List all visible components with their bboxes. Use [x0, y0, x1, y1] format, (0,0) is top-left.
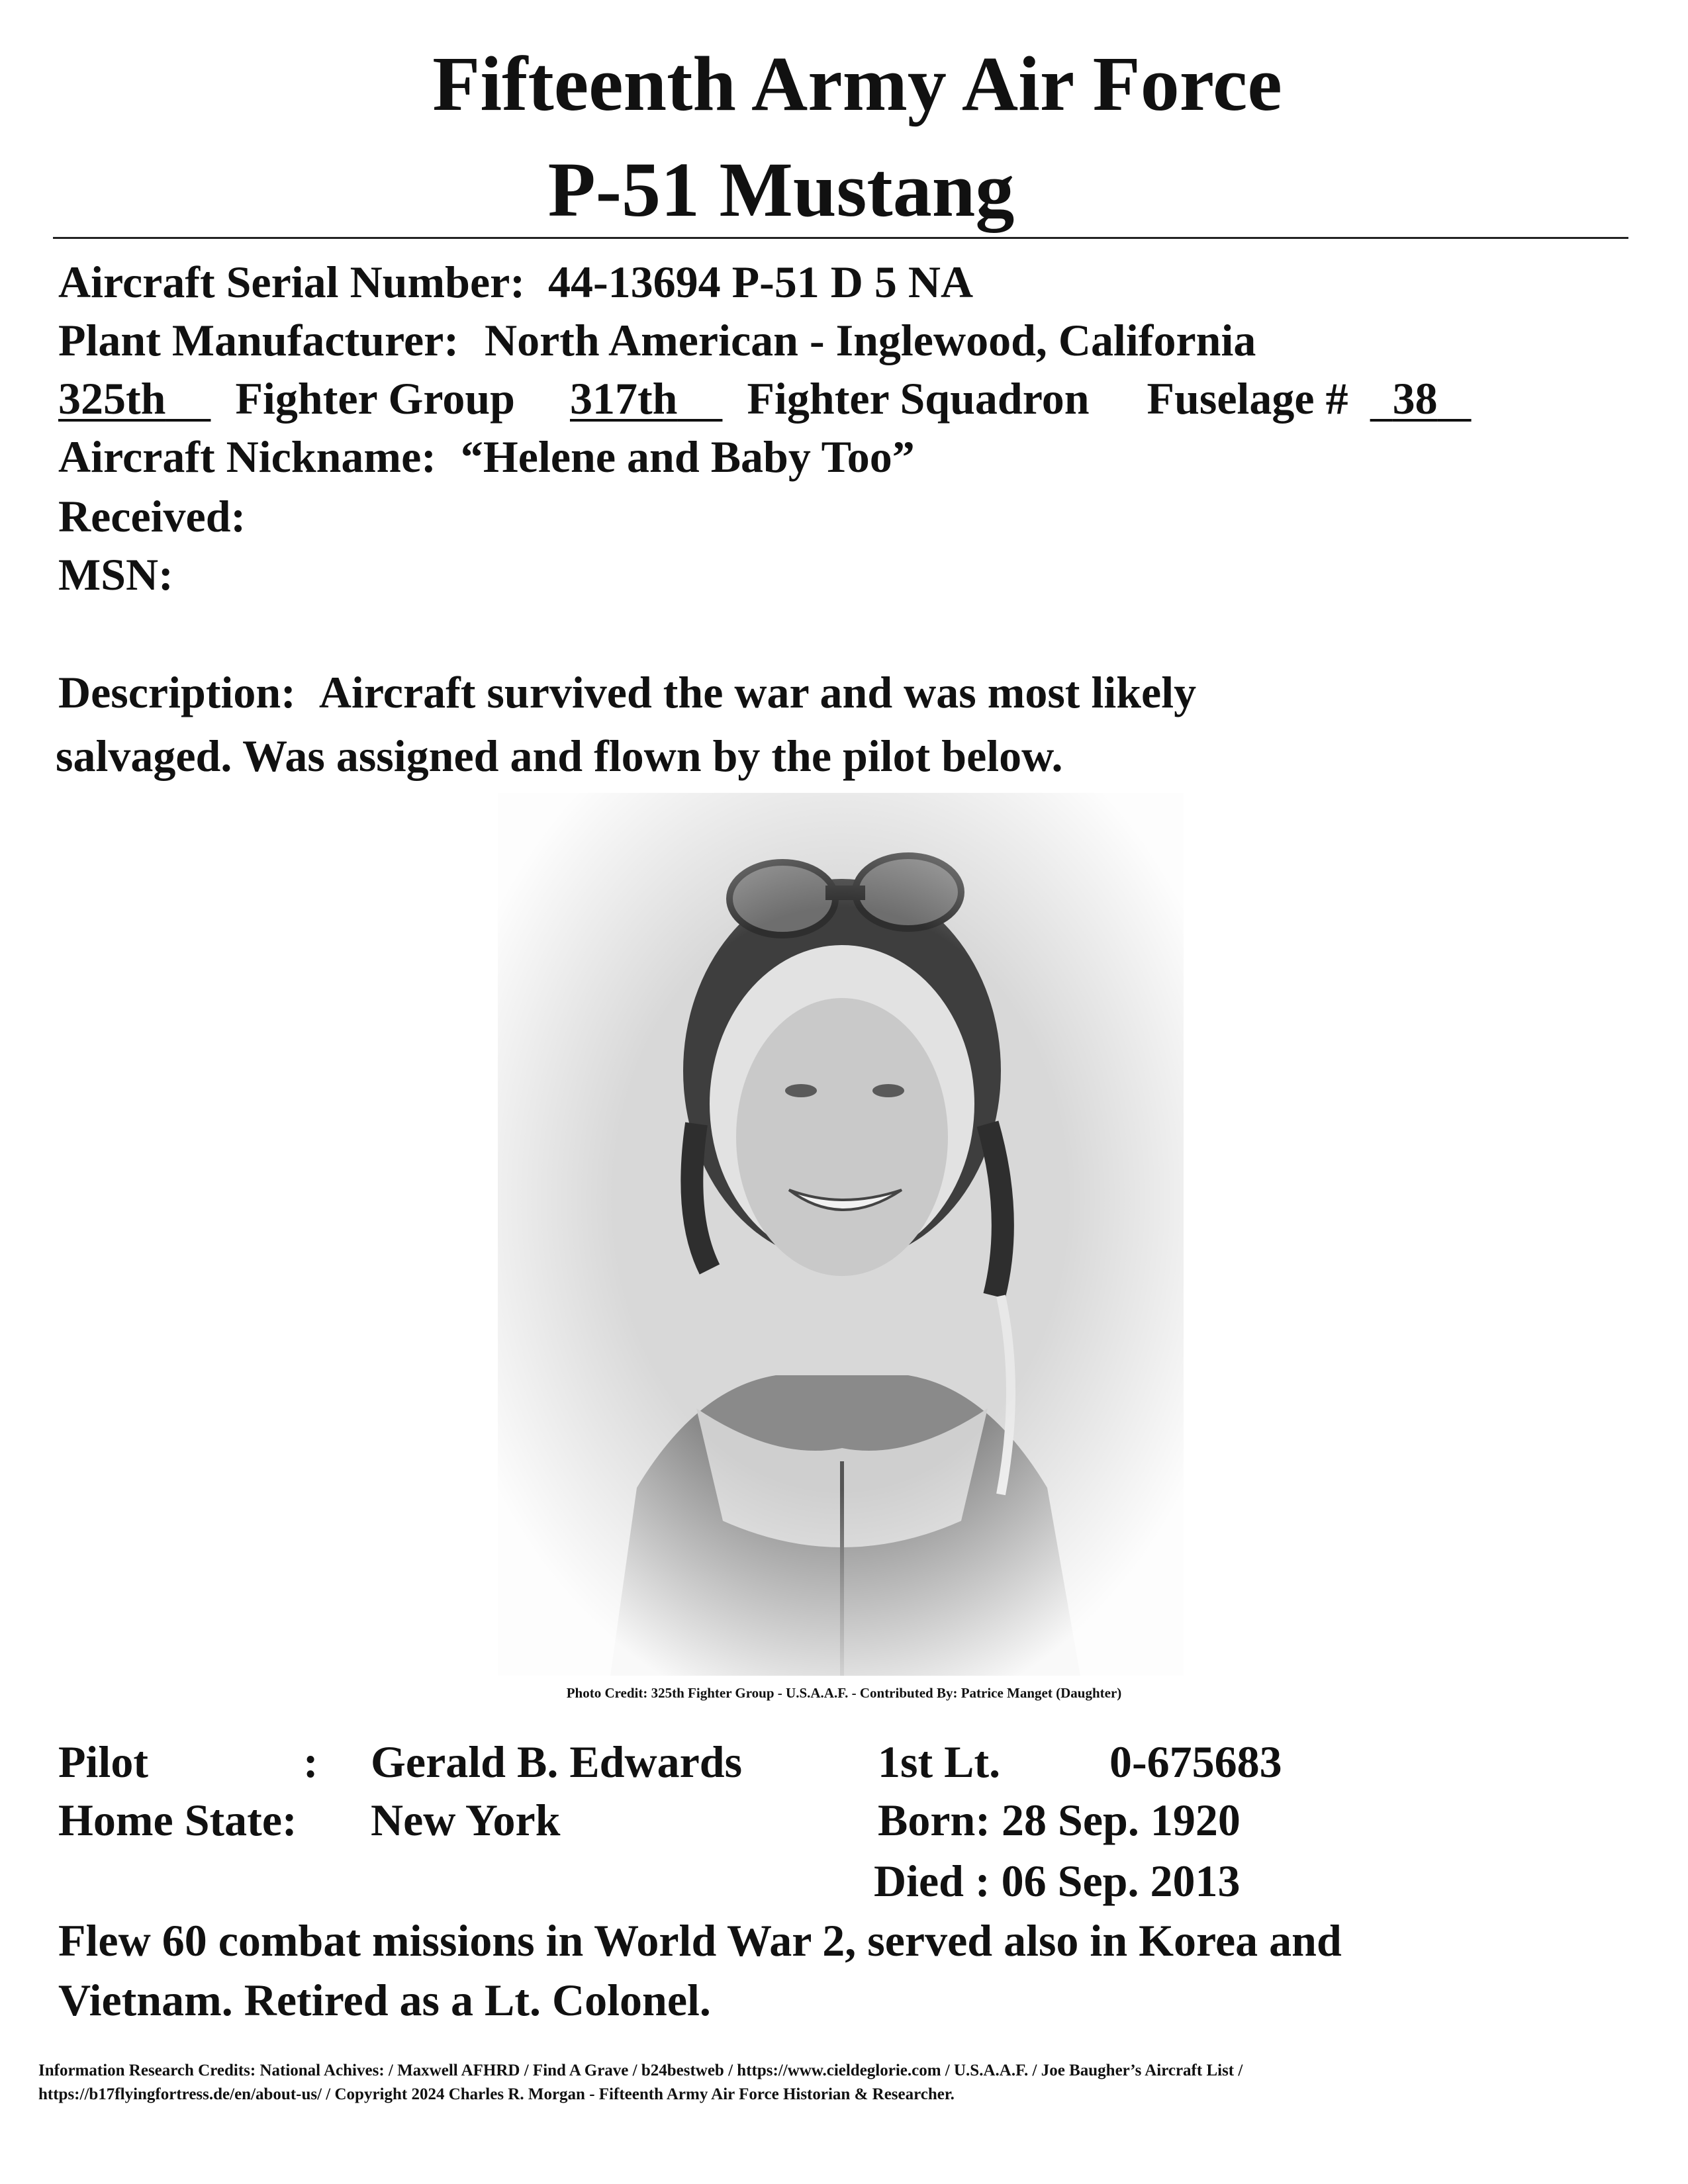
- unit-row: [58, 373, 1472, 424]
- pilot-rank: 1st Lt.: [878, 1737, 1001, 1787]
- photo-credit: Photo Credit: 325th Fighter Group - U.S.A.A.F. - Contributed By: Patrice Manget (Daughter): [566, 1685, 1122, 1701]
- serial-row: [58, 257, 974, 307]
- description-line1: Aircraft survived the war and was most likely: [318, 667, 1197, 717]
- pilot-name: Gerald B. Edwards: [371, 1737, 743, 1787]
- home-state-value: New York: [371, 1795, 561, 1845]
- description-line2: salvaged. Was assigned and flown by the pilot below.: [56, 731, 1063, 781]
- group-value: 325th: [58, 373, 166, 424]
- pilot-portrait-photo: [498, 793, 1184, 1676]
- pilot-born: Born: 28 Sep. 1920: [878, 1795, 1241, 1845]
- serial-label: Aircraft Serial Number:: [58, 257, 525, 307]
- fuselage-underline-tail: [1438, 376, 1472, 421]
- pilot-service-number: 0-675683: [1109, 1737, 1282, 1787]
- home-state-label: Home State:: [58, 1795, 297, 1845]
- pilot-label: Pilot: [58, 1737, 148, 1787]
- nickname-row: [58, 432, 915, 482]
- squadron-underline: [677, 376, 722, 421]
- page-subtitle: P-51 Mustang: [547, 146, 1015, 233]
- description-row: [58, 667, 1197, 717]
- fuselage-underline-lead: [1370, 376, 1393, 421]
- fuselage-value: 38: [1392, 373, 1438, 424]
- msn-label: MSN:: [58, 549, 173, 600]
- manufacturer-value: North American - Inglewood, California: [484, 315, 1256, 365]
- fuselage-label: Fuselage #: [1147, 373, 1348, 424]
- group-underline: [165, 376, 211, 421]
- serial-value: 44-13694 P-51 D 5 NA: [547, 257, 974, 307]
- credits-line1: Information Research Credits: National Achives: / Maxwell AFHRD / Find A Grave / b24bestweb / https://www.cieldeglorie.com / U.S.A.A.F. / Joe Baugher’s Aircraft List /: [38, 2062, 1243, 2079]
- summary-line2: Vietnam. Retired as a Lt. Colonel.: [58, 1975, 711, 2025]
- title-divider: [53, 237, 1628, 239]
- manufacturer-label: Plant Manufacturer:: [58, 315, 459, 365]
- squadron-value: 317th: [569, 373, 678, 424]
- credits-line2: https://b17flyingfortress.de/en/about-us/ / Copyright 2024 Charles R. Morgan - Fifteenth Army Air Force Historian & Researcher.: [38, 2085, 955, 2103]
- page-title: Fifteenth Army Air Force: [432, 40, 1282, 127]
- msn-row: [58, 549, 173, 600]
- summary-line1: Flew 60 combat missions in World War 2, served also in Korea and: [58, 1915, 1342, 1966]
- pilot-died: Died : 06 Sep. 2013: [874, 1856, 1241, 1906]
- received-label: Received:: [58, 491, 246, 541]
- group-label: Fighter Group: [235, 373, 515, 424]
- description-label: Description:: [58, 667, 296, 717]
- pilot-colon: :: [303, 1737, 318, 1787]
- squadron-label: Fighter Squadron: [747, 373, 1090, 424]
- received-row: [58, 491, 246, 541]
- nickname-label: Aircraft Nickname:: [58, 432, 436, 482]
- nickname-value: “Helene and Baby Too”: [460, 432, 915, 482]
- manufacturer-row: [58, 315, 1256, 365]
